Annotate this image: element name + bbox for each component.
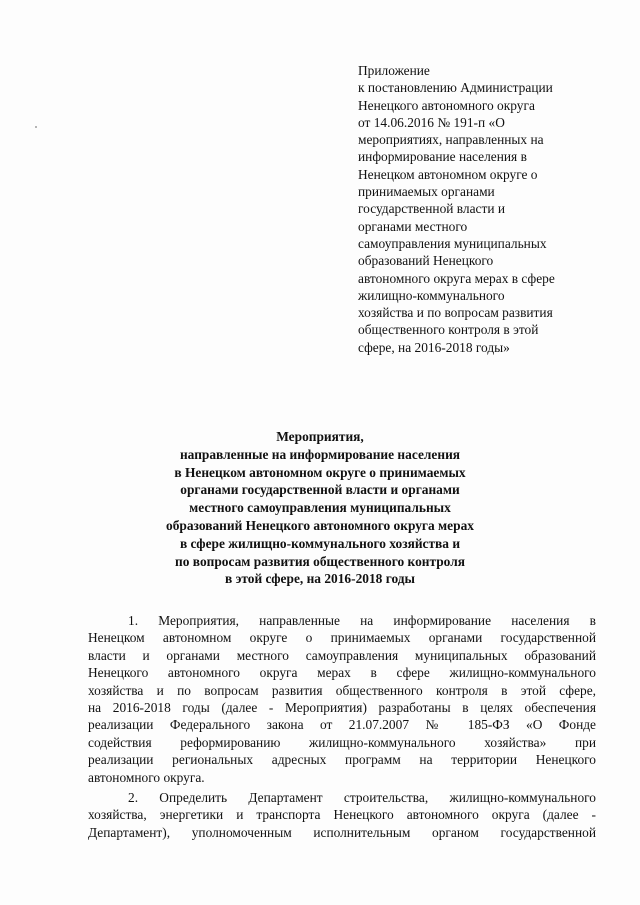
paragraph-line: Департамент), уполномоченным исполнительным органом государственной (88, 824, 596, 840)
title-line: образований Ненецкого автономного округа мерах (166, 517, 474, 533)
appendix-header (358, 62, 618, 356)
appendix-line: информирование населения в (358, 149, 527, 165)
title-line: направленные на информирование населения (179, 446, 461, 462)
title-line: Мероприятия, (276, 429, 364, 444)
paragraph-line: хозяйства и по вопросам развития общественного контроля в этой сфере, (88, 682, 596, 698)
paragraph-line: 1. Мероприятия, направленные на информирование населения в (128, 613, 596, 628)
appendix-line: от 14.06.2016 № 191-п «О (358, 114, 505, 130)
appendix-line: к постановлению Администрации (358, 80, 553, 96)
appendix-line: принимаемых органами (358, 184, 495, 200)
appendix-line: мероприятиях, направленных на (358, 132, 544, 148)
paragraph-line: на 2016-2018 годы (далее - Мероприятия) разработаны в целях обеспечения (88, 699, 596, 715)
appendix-line: образований Ненецкого (358, 253, 494, 269)
appendix-line: жилищно-коммунального (358, 287, 505, 303)
paragraph-line: власти и органами местного самоуправления муниципальных образований (88, 647, 596, 663)
paragraph-line: реализации региональных адресных программ на территории Ненецкого (88, 752, 596, 768)
paragraph-line: содействия реформированию жилищно-коммунального хозяйства» при (88, 734, 596, 750)
appendix-line: Ненецком автономном округе о (358, 166, 538, 182)
paragraph-line: 2. Определить Департамент строительства, жилищно-коммунального (128, 789, 596, 805)
title-line: в Ненецком автономном округе о принимаемых (174, 464, 466, 480)
paragraph-1 (88, 612, 596, 786)
paragraph-line: хозяйства, энергетики и транспорта Ненецкого автономного округа (далее - (88, 807, 596, 823)
document-body (88, 612, 596, 841)
appendix-line: Ненецкого автономного округа (358, 97, 535, 113)
appendix-line: Приложение (358, 63, 430, 78)
appendix-line: органами местного (358, 218, 468, 234)
scan-speck (35, 126, 37, 128)
paragraph-line: Ненецком автономном округе о принимаемых органами государственной (88, 630, 596, 646)
appendix-line: самоуправления муниципальных (358, 235, 547, 251)
title-line: в этой сфере, на 2016-2018 годы (225, 571, 415, 587)
title-line: органами государственной власти и органами (180, 482, 460, 498)
appendix-line: сфере, на 2016-2018 годы» (358, 339, 510, 355)
paragraph-2 (88, 789, 596, 841)
paragraph-line: автономного округа. (88, 769, 205, 785)
title-line: местного самоуправления муниципальных (189, 500, 451, 516)
appendix-line: хозяйства и по вопросам развития (358, 305, 553, 321)
title-line: в сфере жилищно-коммунального хозяйства и (179, 535, 461, 551)
title-line: по вопросам развития общественного контроля (175, 553, 465, 569)
document-title (120, 428, 520, 588)
paragraph-line: реализации Федерального закона от 21.07.2007 № 185-ФЗ «О Фонде (88, 717, 596, 733)
paragraph-line: Ненецкого автономного округа мерах в сфере жилищно-коммунального (88, 665, 596, 681)
appendix-line: общественного контроля в этой (358, 322, 539, 338)
appendix-line: автономного округа мерах в сфере (358, 270, 555, 286)
appendix-line: государственной власти и (358, 201, 506, 217)
